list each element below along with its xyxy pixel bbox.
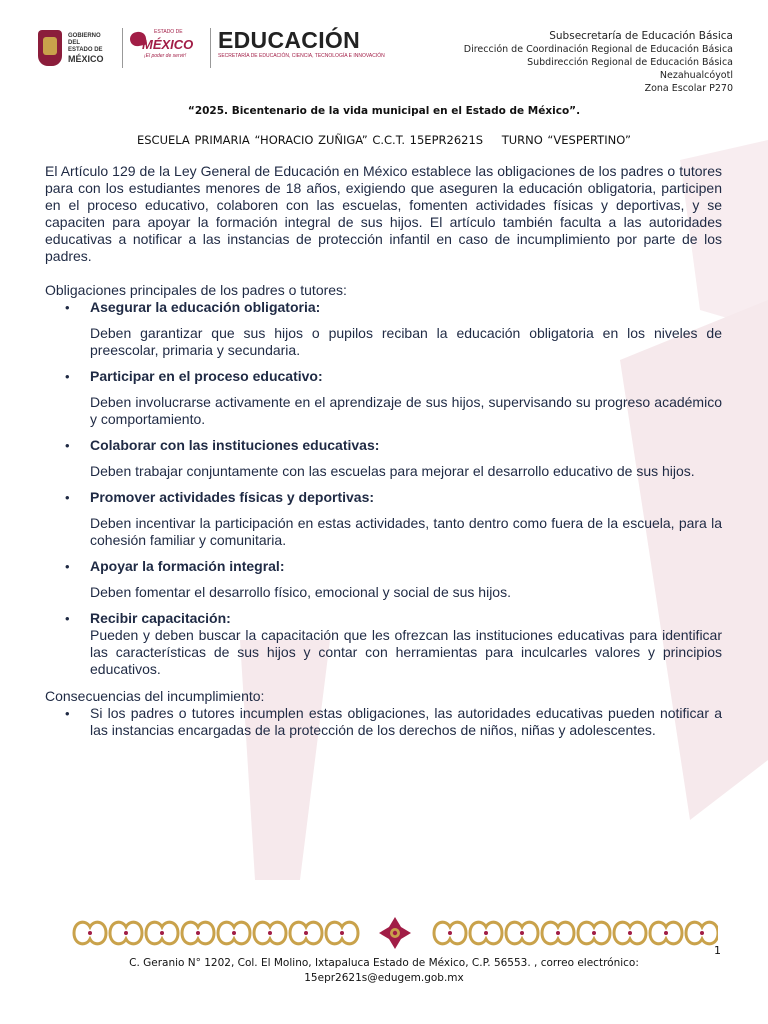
ornament-unit [614,922,646,944]
ornament-unit [110,922,142,944]
list-item [45,489,722,549]
estado-mexico-logo [130,26,210,70]
header-line: Zona Escolar P270 [644,83,733,94]
state-seal-icon [38,30,62,66]
consequences-heading: Consecuencias del incumplimiento: [45,688,265,704]
ornament-unit [578,922,610,944]
logo-divider [122,28,123,68]
obligation-desc: Pueden y deben buscar la capacitación que les ofrezcan las instituciones educativas para identificar las características de sus hijos y contar con herramientas para inculcarles valores y principios educativos. [90,627,722,677]
obligation-desc: Deben incentivar la participación en estas actividades, tanto dentro como fuera de la escuela, para la cohesión familiar y comunitaria. [90,515,722,548]
list-item [45,705,722,739]
obligation-title: Asegurar la educación obligatoria: [90,299,321,315]
ornamental-border [72,913,718,953]
document-body [45,163,722,739]
mexico-logo-small: ESTADO DE [154,29,183,35]
ornament-unit [254,922,286,944]
obligation-title: Colaborar con las instituciones educativas: [90,437,380,453]
consequence-text: Si los padres o tutores incumplen estas obligaciones, las autoridades educativas pueden notificar a las instancias encargadas de la protección de los derechos de niños, niñas y adolescentes. [90,705,722,738]
list-item [45,437,722,480]
footer-address [0,956,768,986]
list-item [45,368,722,428]
ornament-unit [686,922,718,944]
educacion-logo [218,28,428,72]
footer-email: 15epr2621s@edugem.gob.mx [304,972,464,984]
bullet-icon: • [65,438,70,453]
educacion-subtitle: SECRETARÍA DE EDUCACIÓN, CIENCIA, TECNOLOGÍA E INNOVACIÓN [218,53,385,59]
obligation-desc: Deben trabajar conjuntamente con las escuelas para mejorar el desarrollo educativo de sus hijos. [90,463,695,479]
header-line: Dirección de Coordinación Regional de Educación Básica [463,44,733,55]
bullet-icon: • [65,369,70,384]
header-line: Nezahualcóyotl [659,70,733,81]
ornament-unit [182,922,214,944]
obligation-title: Apoyar la formación integral: [90,558,285,574]
header-line: Subsecretaría de Educación Básica [549,30,733,42]
mexico-logo-name: MÉXICO [142,37,194,52]
ornament-unit [218,922,250,944]
institution-lines [433,30,733,106]
bullet-icon: • [65,559,70,574]
header-line: Subdirección Regional de Educación Básica [527,57,733,68]
year-motto: “2025. Bicentenario de la vida municipal en el Estado de México”. [187,105,581,117]
obligations-list [45,299,722,678]
document-header [38,22,733,106]
ornament-unit [506,922,538,944]
obligation-desc: Deben fomentar el desarrollo físico, emocional y social de sus hijos. [90,584,511,600]
list-item [45,299,722,359]
list-item [45,558,722,601]
school-line: ESCUELA PRIMARIA “HORACIO ZUÑIGA” C.C.T. 15EPR2621S TURNO “VESPERTINO” [136,133,632,147]
ornament-unit [650,922,682,944]
ornament-unit [470,922,502,944]
ornament-unit [326,922,358,944]
footer-line: C. Geranio N° 1202, Col. El Molino, Ixtapaluca Estado de México, C.P. 56553. , correo electrónico: [129,957,639,969]
ornament-unit [146,922,178,944]
obligation-desc: Deben garantizar que sus hijos o pupilos reciban la educación obligatoria en los niveles de preescolar, primaria y secundaria. [90,325,722,358]
mexico-logo-tagline: ¡El poder de servir! [144,53,187,59]
ornament-unit [434,922,466,944]
consequences-list [45,705,722,739]
obligation-title: Promover actividades físicas y deportivas: [90,489,375,505]
page-number: 1 [714,944,721,957]
gobierno-line2: ESTADO DE [68,46,103,53]
list-item [45,610,722,678]
ornament-unit [290,922,322,944]
gobierno-line3: MÉXICO [68,53,104,64]
gobierno-edomex-logo [38,26,118,70]
obligation-title: Recibir capacitación: [90,610,231,626]
obligations-heading: Obligaciones principales de los padres o tutores: [45,282,347,298]
bullet-icon: • [65,490,70,505]
ornament-unit [74,922,106,944]
obligation-desc: Deben involucrarse activamente en el aprendizaje de sus hijos, supervisando su progreso académico y comportamiento. [90,394,722,427]
intro-paragraph: El Artículo 129 de la Ley General de Educación en México establece las obligaciones de los padres o tutores para con los estudiantes menores de 18 años, exigiendo que aseguren la educación obligatoria, participen en el proceso educativo, colaboren con las escuelas, fomenten actividades físicas y deportivas, y se capaciten para apoyar la formación integral de sus hijos. El artículo también faculta a las autoridades educativas a notificar a las instancias de protección infantil en caso de incumplimiento por parte de los padres. [45,163,722,264]
educacion-title: EDUCACIÓN [218,27,360,53]
bullet-icon: • [65,300,70,315]
ornament-unit [542,922,574,944]
gobierno-line1: GOBIERNO DEL [68,32,101,46]
bullet-icon: • [65,611,70,626]
obligation-title: Participar en el proceso educativo: [90,368,323,384]
bullet-icon: • [65,706,70,721]
center-flower-icon [379,917,411,949]
logo-divider [210,28,211,68]
